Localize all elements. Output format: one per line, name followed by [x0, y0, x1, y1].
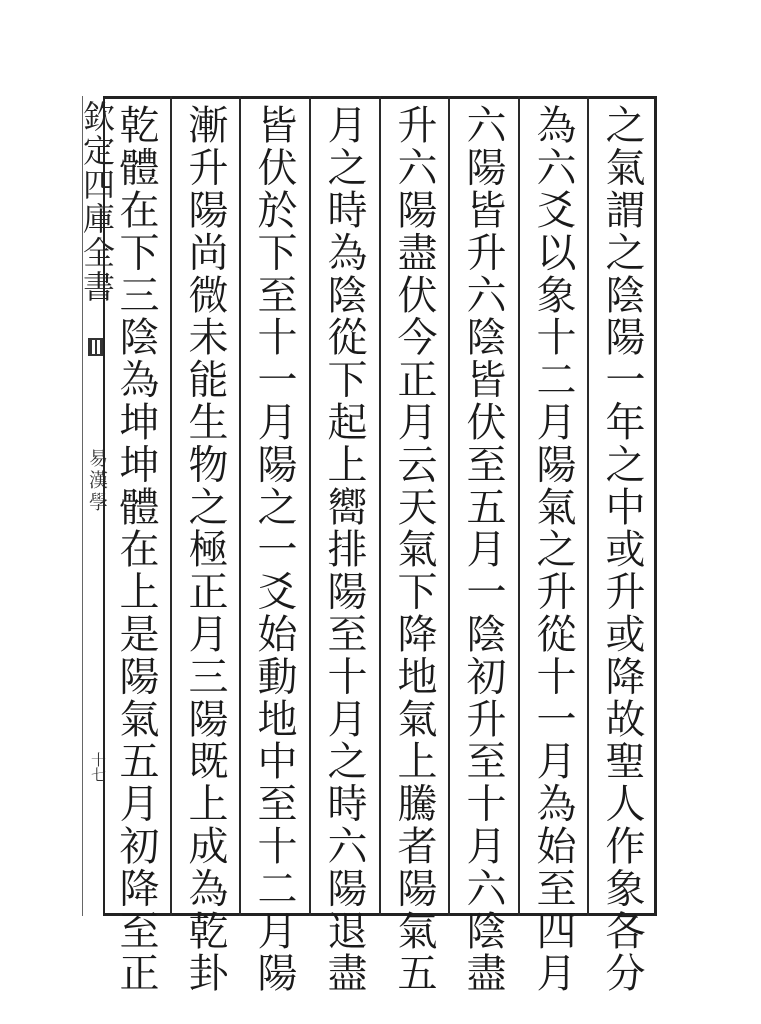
- text-column: 為六爻以象十二月陽氣之升從十一月為始至四月: [530, 104, 576, 995]
- text-column: 乾體在下三陰為坤坤體在上是陽氣五月初降至正: [113, 104, 159, 995]
- text-column: 之氣謂之陰陽一年之中或升或降故聖人作象各分: [599, 104, 645, 995]
- text-column: 皆伏於下至十一月陽之一爻始動地中至十二月陽: [251, 104, 297, 995]
- text-column: 六陽皆升六陰皆伏至五月一陰初升至十月六陰盡: [460, 104, 506, 995]
- column-rule: [309, 96, 311, 916]
- text-column: 升六陽盡伏今正月云天氣下降地氣上騰者陽氣五: [391, 104, 437, 995]
- text-column: 月之時為陰從下起上嚮排陽至十月之時六陽退盡: [321, 104, 367, 995]
- column-rule: [587, 96, 589, 916]
- margin-book-title: 易漢學: [86, 448, 108, 514]
- margin-title: 欽定四庫全書: [78, 100, 116, 304]
- column-rule: [518, 96, 520, 916]
- column-rule: [379, 96, 381, 916]
- fish-tail-mark-icon: [88, 338, 104, 356]
- column-rule: [170, 96, 172, 916]
- margin-page-number: 十七: [89, 752, 107, 782]
- text-column: 漸升陽尚微未能生物之極正月三陽既上成為乾卦: [182, 104, 228, 995]
- column-rule: [448, 96, 450, 916]
- column-rule: [239, 96, 241, 916]
